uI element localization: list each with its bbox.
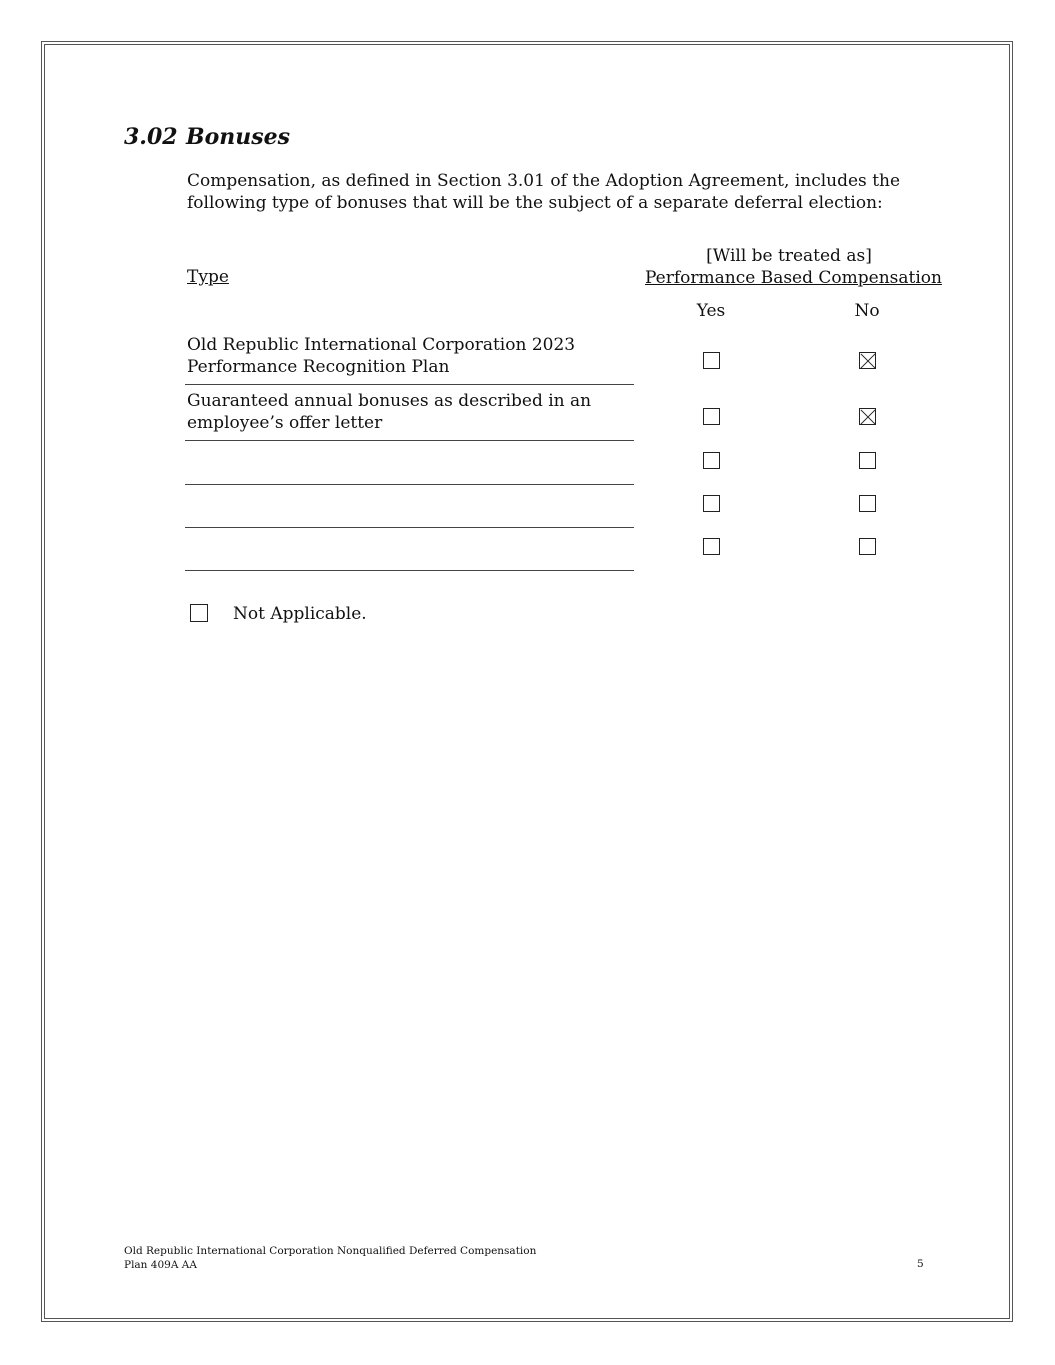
row4-no-checkbox[interactable] xyxy=(859,495,876,512)
row2-yes-checkbox[interactable] xyxy=(703,408,720,425)
row-divider xyxy=(185,440,634,441)
row5-yes-checkbox[interactable] xyxy=(703,538,720,555)
bonus-row-label-line2: Performance Recognition Plan xyxy=(187,357,450,377)
not-applicable-checkbox[interactable] xyxy=(190,604,208,622)
section-number: 3.02 xyxy=(124,124,178,150)
row-divider xyxy=(185,384,634,385)
bonus-row-label xyxy=(187,390,627,434)
footer-line2: Plan 409A AA xyxy=(124,1259,197,1271)
row2-no-checkbox[interactable] xyxy=(859,408,876,425)
yes-header: Yes xyxy=(696,301,726,321)
row1-no-checkbox[interactable] xyxy=(859,352,876,369)
group-header-line1: [Will be treated as] xyxy=(706,246,872,266)
not-applicable-label: Not Applicable. xyxy=(233,604,367,624)
row-divider xyxy=(185,484,634,485)
document-footer xyxy=(124,1244,536,1272)
bonus-row-label-line1: Guaranteed annual bonuses as described in an xyxy=(187,391,592,411)
section-intro: Compensation, as defined in Section 3.01 of the Adoption Agreement, includes the following type of bonuses that will be the subject of a separate deferral election: xyxy=(187,171,901,213)
section-heading xyxy=(124,124,290,150)
page-number: 5 xyxy=(917,1258,924,1270)
bonus-row-label-line1: Old Republic International Corporation 2023 xyxy=(187,335,576,355)
row3-yes-checkbox[interactable] xyxy=(703,452,720,469)
row-divider xyxy=(185,527,634,528)
row3-no-checkbox[interactable] xyxy=(859,452,876,469)
footer-line1: Old Republic International Corporation Nonqualified Deferred Compensation xyxy=(124,1245,537,1257)
no-header: No xyxy=(854,301,880,321)
bonus-row-label-line2: employee’s offer letter xyxy=(187,413,383,433)
group-header-line2: Performance Based Compensation xyxy=(645,268,942,288)
page-border-inner xyxy=(44,44,1010,1319)
bonus-row-label xyxy=(187,334,627,378)
row1-yes-checkbox[interactable] xyxy=(703,352,720,369)
type-header: Type xyxy=(187,267,229,287)
row5-no-checkbox[interactable] xyxy=(859,538,876,555)
section-title: Bonuses xyxy=(186,124,291,150)
row4-yes-checkbox[interactable] xyxy=(703,495,720,512)
row-divider xyxy=(185,570,634,571)
